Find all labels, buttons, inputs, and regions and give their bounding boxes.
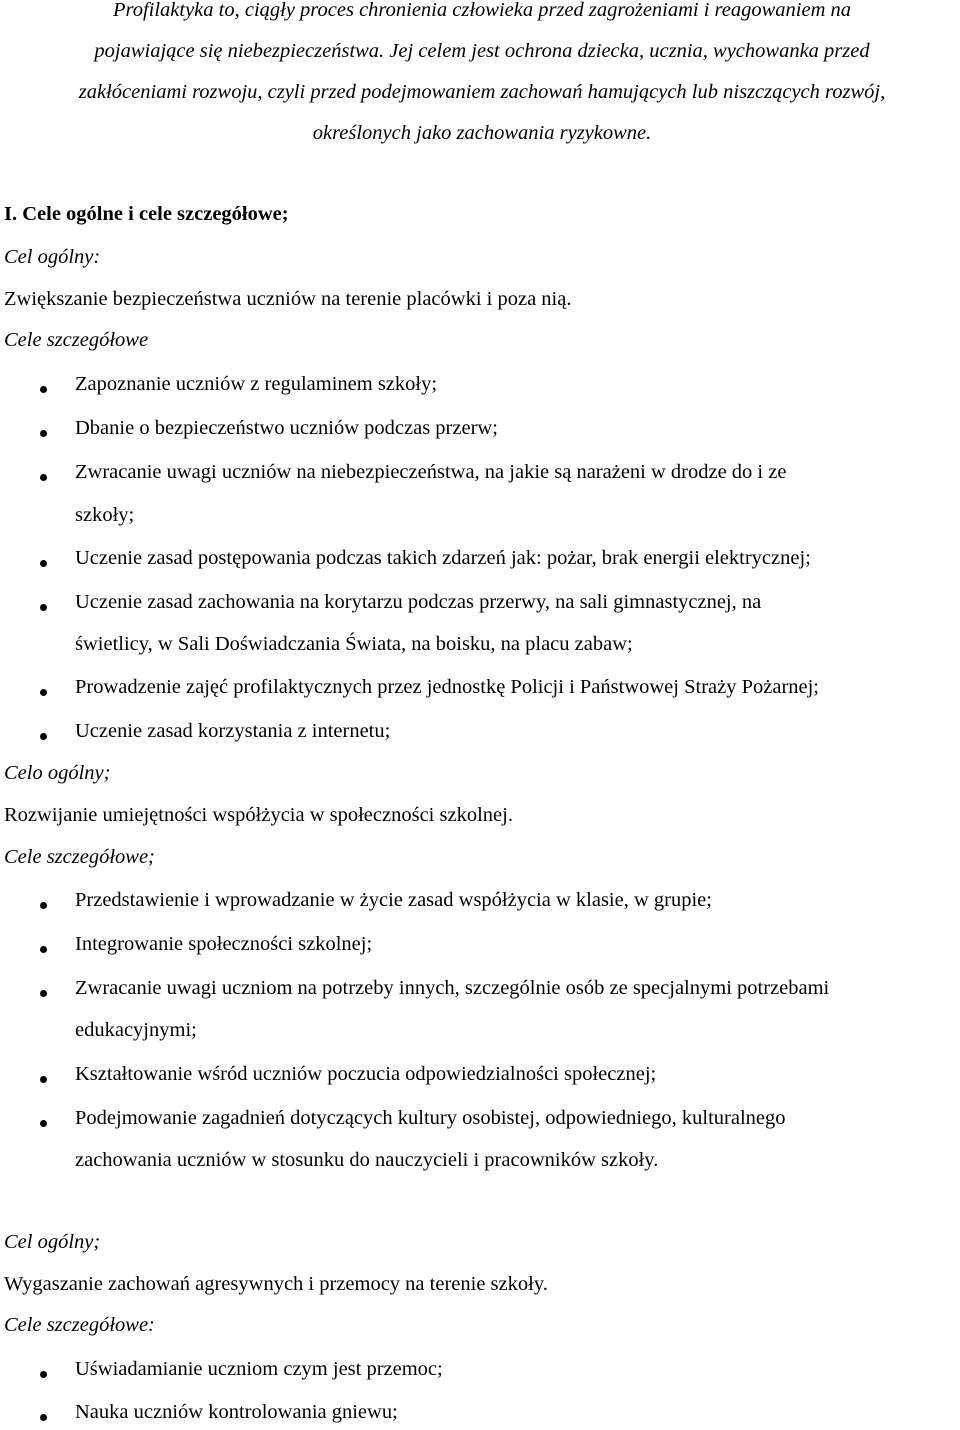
- list-item-text: Kształtowanie wśród uczniów poczucia odpowiedzialności społecznej;: [75, 1063, 657, 1085]
- goal-text: Zwiększanie bezpieczeństwa uczniów na terenie placówki i poza nią.: [4, 288, 572, 310]
- list-item-text: Przedstawienie i wprowadzanie w życie zasad współżycia w klasie, w grupie;: [75, 889, 712, 911]
- intro-line: Profilaktyka to, ciągły proces chronienia człowieka przed zagrożeniami i reagowaniem na: [112, 0, 852, 21]
- list-item-text: Podejmowanie zagadnień dotyczących kultury osobistej, odpowiedniego, kulturalnego: [75, 1107, 786, 1129]
- bullet-icon: [40, 604, 47, 611]
- detail-label: Cele szczegółowe: [4, 329, 149, 351]
- list-item-text: Uczenie zasad zachowania na korytarzu podczas przerwy, na sali gimnastycznej, na: [75, 591, 762, 613]
- bullet-icon: [40, 902, 47, 909]
- list-item-text: Nauka uczniów kontrolowania gniewu;: [75, 1401, 398, 1423]
- intro-line: określonych jako zachowania ryzykowne.: [312, 122, 652, 144]
- list-item-text: edukacyjnymi;: [75, 1019, 197, 1041]
- bullet-icon: [40, 430, 47, 437]
- section-heading: I. Cele ogólne i cele szczegółowe;: [4, 203, 289, 225]
- goal-text: Wygaszanie zachowań agresywnych i przemocy na terenie szkoły.: [4, 1273, 548, 1295]
- list-item-text: Dbanie o bezpieczeństwo uczniów podczas przerw;: [75, 417, 498, 439]
- list-item-text: Uświadamianie uczniom czym jest przemoc;: [75, 1358, 443, 1380]
- bullet-icon: [40, 560, 47, 567]
- bullet-icon: [40, 689, 47, 696]
- bullet-icon: [40, 474, 47, 481]
- intro-line: zakłóceniami rozwoju, czyli przed podejmowaniem zachowań hamujących lub niszczących rozwój,: [78, 81, 886, 103]
- goal-label: Cel ogólny;: [4, 1231, 101, 1253]
- list-item-text: Uczenie zasad korzystania z internetu;: [75, 720, 391, 742]
- intro-line: pojawiające się niebezpieczeństwa. Jej celem jest ochrona dziecka, ucznia, wychowanka przed: [94, 40, 870, 62]
- goal-text: Rozwijanie umiejętności współżycia w społeczności szkolnej.: [4, 804, 513, 826]
- intro-paragraph: [0, 0, 960, 154]
- bullet-icon: [40, 1120, 47, 1127]
- detail-label: Cele szczegółowe;: [4, 846, 155, 868]
- detail-label: Cele szczegółowe:: [4, 1314, 155, 1336]
- list-item-text: Zwracanie uwagi uczniów na niebezpieczeństwa, na jakie są narażeni w drodze do i ze: [75, 461, 787, 483]
- goal-label: Cel ogólny:: [4, 246, 101, 268]
- list-item-text: Prowadzenie zajęć profilaktycznych przez jednostkę Policji i Państwowej Straży Pożarnej;: [75, 676, 820, 698]
- bullet-icon: [40, 1371, 47, 1378]
- bullet-icon: [40, 990, 47, 997]
- list-item-text: Zwracanie uwagi uczniom na potrzeby innych, szczególnie osób ze specjalnymi potrzebami: [75, 977, 830, 999]
- bullet-icon: [40, 946, 47, 953]
- list-item-text: Integrowanie społeczności szkolnej;: [75, 933, 373, 955]
- bullet-icon: [40, 733, 47, 740]
- list-item-text: szkoły;: [75, 504, 135, 526]
- list-item-text: świetlicy, w Sali Doświadczania Świata, na boisku, na placu zabaw;: [75, 633, 633, 655]
- bullet-icon: [40, 1414, 47, 1421]
- bullet-icon: [40, 386, 47, 393]
- list-item-text: Uczenie zasad postępowania podczas takich zdarzeń jak: pożar, brak energii elektrycznej;: [75, 547, 811, 569]
- list-item-text: Zapoznanie uczniów z regulaminem szkoły;: [75, 373, 438, 395]
- goal-label: Celo ogólny;: [4, 762, 111, 784]
- bullet-icon: [40, 1076, 47, 1083]
- list-item-text: zachowania uczniów w stosunku do nauczycieli i pracowników szkoły.: [75, 1149, 659, 1171]
